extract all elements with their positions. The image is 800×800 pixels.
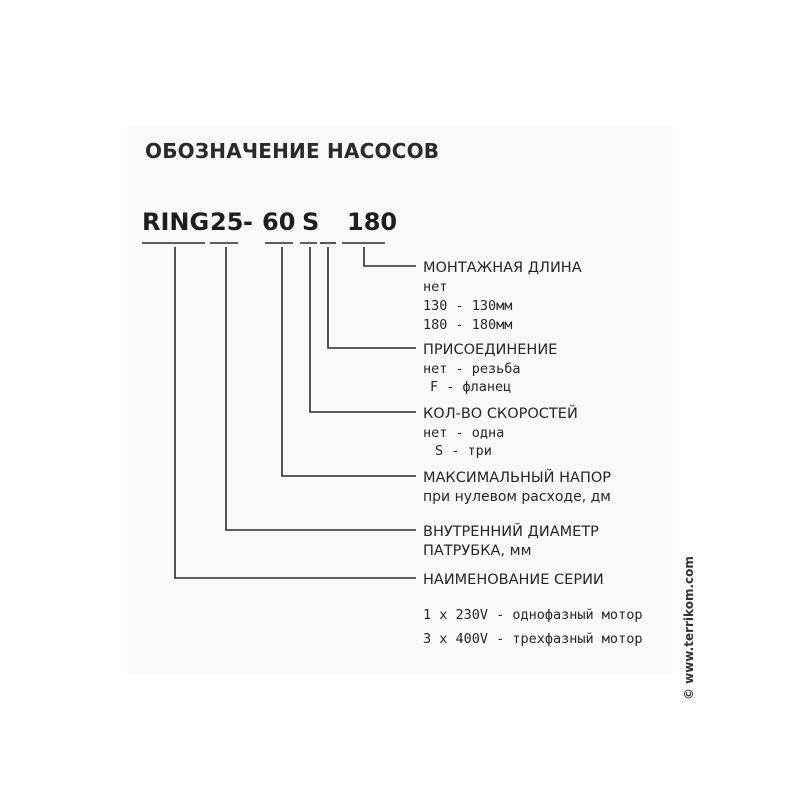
legend-max-head-line: при нулевом расходе, дм [423, 489, 611, 505]
legend-motor-line: 3 x 400V - трехфазный мотор [423, 631, 643, 647]
legend-mounting-length-line: 180 - 180мм [423, 317, 513, 333]
legend-max-head-title: МАКСИМАЛЬНЫЙ НАПОР [423, 470, 612, 486]
legend-connection-title: ПРИСОЕДИНЕНИЕ [423, 342, 558, 358]
legend-mounting-length-line: нет [423, 279, 448, 295]
legend-speeds-title: КОЛ-ВО СКОРОСТЕЙ [423, 406, 578, 422]
code-head: 60 [262, 208, 296, 236]
leader-max-head [282, 247, 416, 476]
watermark-text: © www.terrikom.com [682, 556, 696, 700]
legend-motor-line: 1 x 230V - однофазный мотор [423, 607, 643, 623]
leader-inner-diameter [226, 247, 416, 530]
code-length: 180 [347, 208, 398, 236]
legend-series-name-title: НАИМЕНОВАНИЕ СЕРИИ [423, 572, 604, 588]
leader-connection [328, 247, 416, 348]
legend-connection-line: F - фланец [430, 379, 512, 395]
legend-speeds-line: нет - одна [423, 425, 505, 441]
code-series: RING [142, 208, 210, 236]
code-diameter: 25 [210, 208, 244, 236]
diagram-title: ОБОЗНАЧЕНИЕ НАСОСОВ [145, 139, 440, 163]
legend-inner-diameter-title2: ПАТРУБКА, мм [423, 543, 532, 559]
code-speeds: S [302, 208, 320, 236]
legend-mounting-length-line: 130 - 130мм [423, 298, 513, 314]
leader-speeds [310, 247, 416, 412]
legend-speeds-line: S - три [435, 443, 492, 459]
legend-mounting-length-title: МОНТАЖНАЯ ДЛИНА [423, 260, 582, 276]
legend-inner-diameter-title: ВНУТРЕННИЙ ДИАМЕТР [423, 524, 599, 540]
code-dash: - [243, 208, 253, 236]
legend-connection-line: нет - резьба [423, 361, 521, 377]
leader-mounting-length [364, 247, 416, 266]
